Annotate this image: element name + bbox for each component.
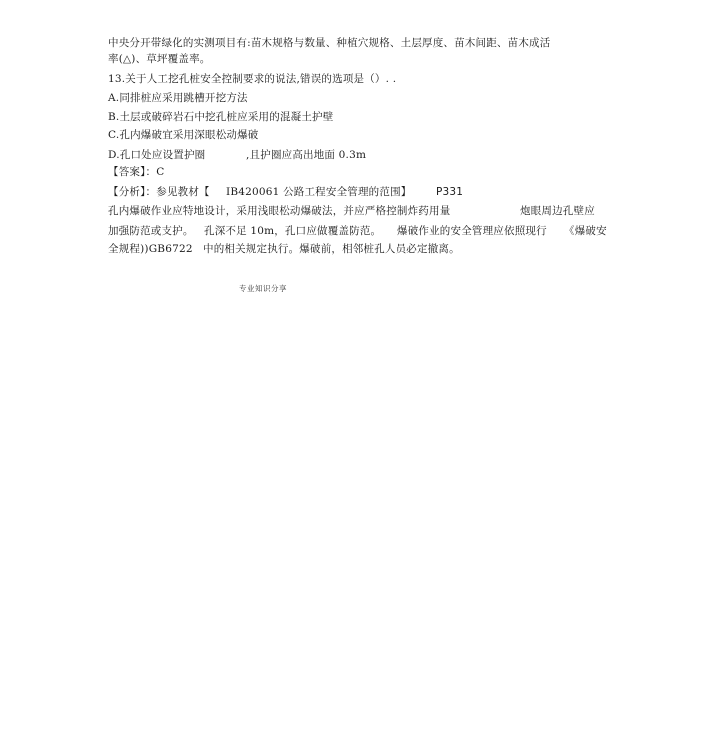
intro-line-2: 率(△)、草坪覆盖率。 — [108, 53, 211, 65]
analysis-page-ref: P331 — [436, 186, 464, 198]
analysis-line-3-text: 中的相关规定执行。爆破前，相邻桩孔人员必定撤离。 — [203, 243, 460, 255]
option-a: A.同排桩应采用跳槽开挖方法 — [108, 92, 248, 104]
answer-line: 【答案】：C — [108, 166, 165, 178]
analysis-code: IB420061 公路工程安全管理的范围】 — [226, 186, 412, 198]
analysis-label: 【分析】：参见教材【 — [108, 186, 210, 198]
analysis-line-2-c: 爆破作业的安全管理应依照现行 — [397, 225, 547, 237]
option-d-text: D.孔口处应设置护圈 — [108, 149, 206, 161]
analysis-line-3-standard: 全规程))GB6722 — [108, 243, 193, 255]
option-b: B.土层或破碎岩石中挖孔桩应采用的混凝土护壁 — [108, 111, 334, 123]
intro-line-1: 中央分开带绿化的实测项目有:苗木规格与数量、种植穴规格、土层厚度、苗木间距、苗木成活 — [108, 37, 551, 49]
analysis-line-1-text: 孔内爆破作业应特地设计，采用浅眼松动爆破法，并应严格控制炸药用量 — [108, 205, 451, 217]
option-d-height: ,且护圈应高出地面 0.3m — [246, 149, 367, 161]
question-13: 13.关于人工挖孔桩安全控制要求的说法,错误的选项是（）. . — [108, 73, 397, 85]
option-c: C.孔内爆破宜采用深眼松动爆破 — [108, 129, 259, 141]
analysis-line-2-b: 孔深不足 10m，孔口应做覆盖防范。 — [204, 225, 382, 237]
analysis-line-2-a: 加强防范或支护。 — [108, 225, 194, 237]
page-footer: 专业知识分享 — [239, 284, 287, 293]
analysis-line-2-d: 《爆破安 — [564, 225, 607, 237]
analysis-line-1-tail: 炮眼周边孔壁应 — [520, 205, 595, 217]
